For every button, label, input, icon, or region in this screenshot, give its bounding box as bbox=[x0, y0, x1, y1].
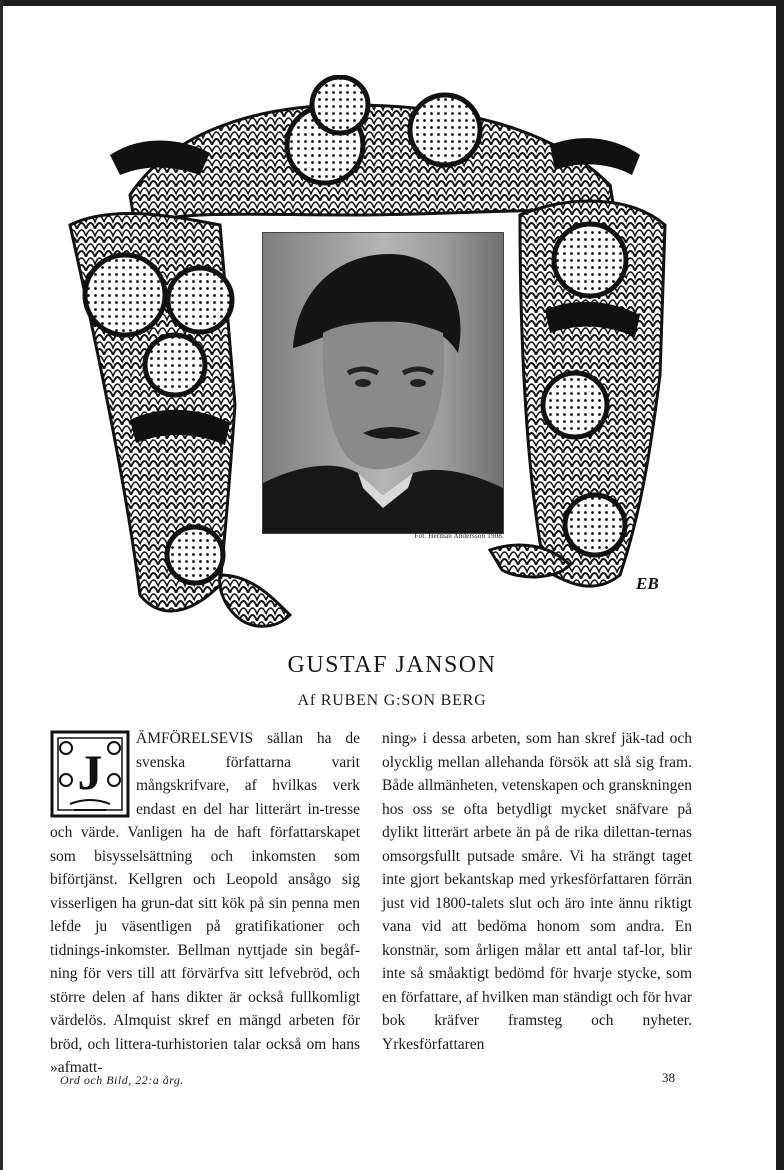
page-number: 38 bbox=[662, 1070, 675, 1085]
fruit-top-3 bbox=[312, 77, 368, 133]
portrait-figure bbox=[263, 233, 503, 533]
photo-credit: Fot. Herman Andersson 1908. bbox=[414, 532, 504, 540]
trailing-leaves-left bbox=[220, 575, 290, 626]
right-text-column bbox=[382, 727, 692, 1056]
page-edge-right bbox=[776, 0, 784, 1170]
artist-monogram: EB bbox=[636, 574, 659, 593]
fruit-right-3 bbox=[565, 495, 625, 555]
article-title: GUSTAF JANSON bbox=[287, 652, 497, 678]
drop-cap-letter: J bbox=[77, 744, 103, 800]
fruit-top-2 bbox=[410, 95, 480, 165]
paragraph-right: ning» i dessa arbeten, som han skref jäk-tad och olycklig mellan allehanda försök att slå sig fram. Både allmänheten, vetenskapen och granskningen hos oss se ofta betydligt mycket snäfvare på dylikt litterärt arbete än på de rika dilettan-ternas omsorgsfullt putsade småre. Vi ha strängt taget inte gjort bekantskap med yrkesförfattaren förrän just vid 1800-talets slut och äro inte ännu riktigt vana vid att bedöma honom som andra. En konstnär, som årligen målar ett antal taf-lor, blir inte så småaktigt bedömd för hvarje stycke, som en författare, af hvilken man ständigt och för hvar bok kräfver framsteg och nyheter. Yrkesförfattaren bbox=[382, 730, 692, 1053]
left-text-column bbox=[50, 727, 360, 1080]
fruit-left-2 bbox=[168, 268, 232, 332]
page-edge-left bbox=[0, 0, 3, 1170]
article-byline: Af RUBEN G:SON BERG bbox=[297, 692, 487, 709]
drop-cap bbox=[50, 730, 130, 818]
fruit-left-3 bbox=[145, 335, 205, 395]
fruit-left-1 bbox=[85, 255, 165, 335]
fruit-right-2 bbox=[543, 373, 607, 437]
fruit-right-1 bbox=[554, 224, 626, 296]
paragraph-left: ÄMFÖRELSEVIS sällan ha de svenska författarna varit mångskrifvare, af hvilkas verk endast en del har litterärt in-tresse och värde. Vanligen ha de haft författarskapet som bisysselsättning och inkomsten som biförtjänst. Kellgren och Leopold ansågo sig visserligen ha grun-dat sitt kök på sin penna men lefde ju väsentligen på gratifikationer och tidnings-inkomster. Bellman nyttjade sin begåf-ning för vers till att förvärfva sitt lefvebröd, och större delen af hans dikter är också fullkomligt värdelös. Almquist skref en mängd arbeten för bröd, och littera-turhistorien talar också om hans »afmatt- bbox=[50, 730, 360, 1076]
page-edge-top bbox=[0, 0, 784, 6]
fruit-left-4 bbox=[167, 527, 223, 583]
portrait-photo bbox=[262, 232, 504, 534]
publication-footer: Ord och Bild, 22:a årg. bbox=[60, 1073, 184, 1087]
